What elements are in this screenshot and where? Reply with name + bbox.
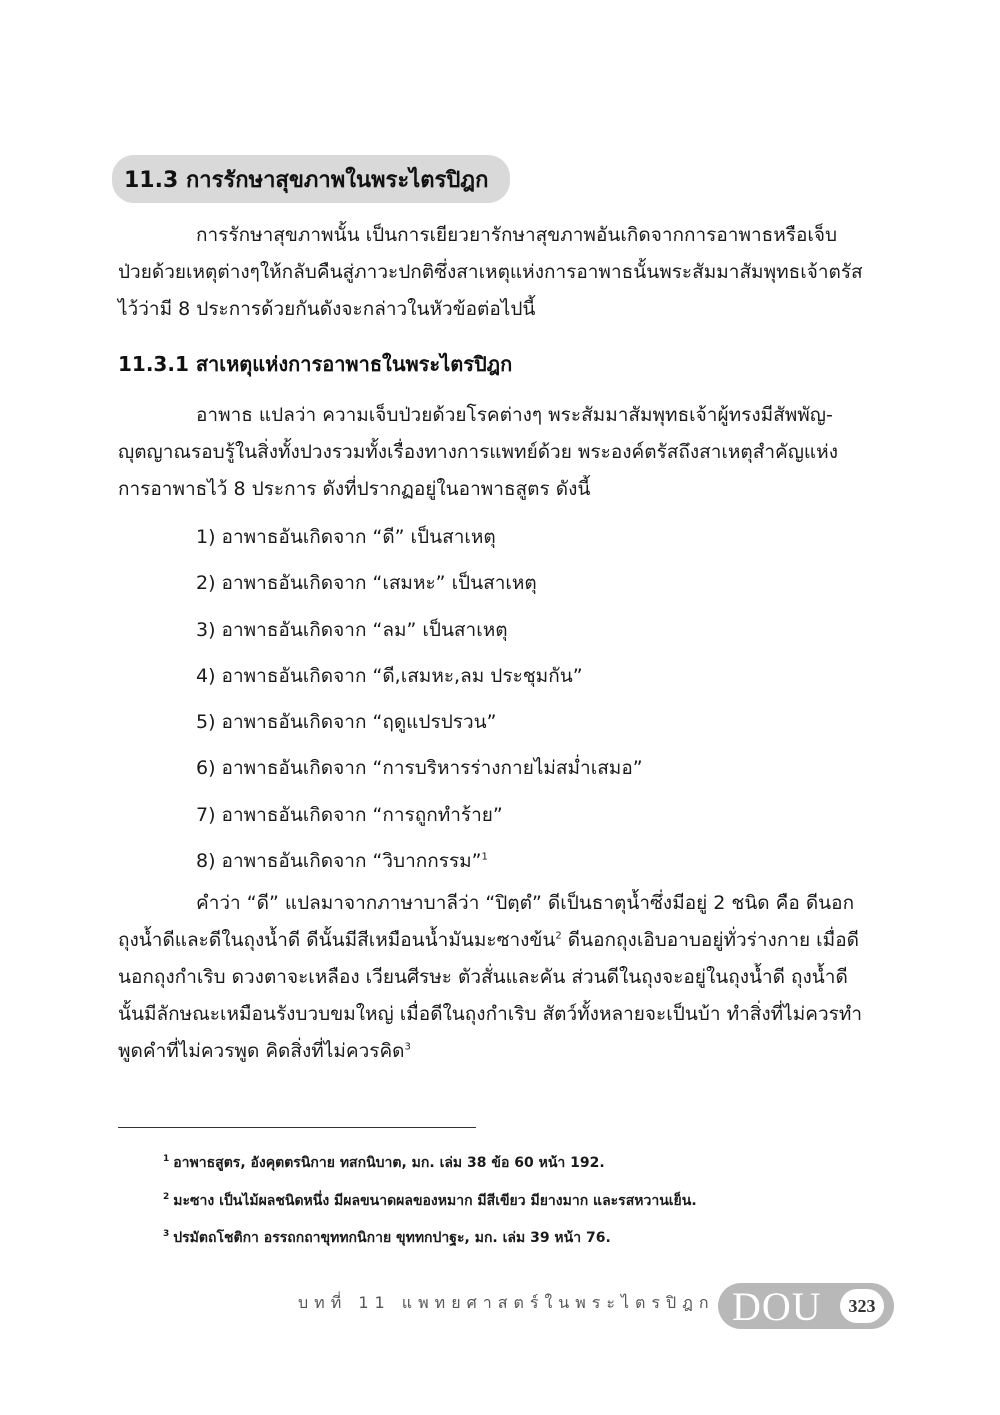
paragraph-line: อาพาธ แปลว่า ความเจ็บป่วยด้วยโรคต่างๆ พระสัมมาสัมพุทธเจ้าผู้ทรงมีสัพพัญ- — [196, 404, 833, 426]
footnote-text: ปรมัตถโชติกา อรรถกถาขุททกนิกาย ขุททกปาฐะ, มก. เล่ม 39 หน้า 76. — [173, 1230, 611, 1246]
footer-badge — [718, 1283, 894, 1329]
paragraph-line: นั้นมีลักษณะเหมือนรังบวบขมใหญ่ เมื่อดีในถุงกำเริบ สัตว์ทั้งหลายจะเป็นบ้า ทำสิ่งที่ไม่ควรทำ — [118, 1003, 863, 1025]
footnote-mark: 3 — [163, 1229, 170, 1240]
paragraph-line — [118, 922, 892, 959]
paragraph-line: ป่วยด้วยเหตุต่างๆให้กลับคืนสู่ภาวะปกติซึ่งสาเหตุแห่งการอาพาธนั้นพระสัมมาสัมพุทธเจ้าตรัส — [118, 261, 863, 283]
list-item-text: 6) อาพาธอันเกิดจาก “การบริหารร่างกายไม่สม่ำเสมอ” — [196, 757, 643, 780]
section-intro-paragraph — [118, 217, 892, 328]
dou-logo: DOU — [732, 1284, 822, 1329]
list-item — [196, 792, 643, 838]
list-item-text: 8) อาพาธอันเกิดจาก “วิบากกรรม” — [196, 850, 482, 873]
section-heading: 11.3 การรักษาสุขภาพในพระไตรปิฎก — [112, 155, 510, 203]
footnotes-list — [163, 1148, 697, 1261]
footnote-text: อาพาธสูตร, อังคุตตรนิกาย ทสกนิบาต, มก. เล่ม 38 ข้อ 60 หน้า 192. — [173, 1155, 605, 1171]
list-item-text: 4) อาพาธอันเกิดจาก “ดี,เสมหะ,ลม ประชุมกัน” — [196, 664, 583, 687]
paragraph-line: ไว้ว่ามี 8 ประการด้วยกันดังจะกล่าวในหัวข้อต่อไปนี้ — [118, 298, 536, 320]
list-item-text: 2) อาพาธอันเกิดจาก “เสมหะ” เป็นสาเหตุ — [196, 572, 537, 595]
footnote-mark: 1 — [163, 1154, 170, 1165]
list-item — [196, 699, 643, 745]
footnote-mark: 2 — [163, 1191, 170, 1202]
paragraph-text: ดีนอกถุงเอิบอาบอยู่ทั่วร่างกาย เมื่อดี — [561, 929, 859, 951]
paragraph-line: การรักษาสุขภาพนั้น เป็นการเยียวยารักษาสุขภาพอันเกิดจากการอาพาธหรือเจ็บ — [196, 224, 838, 246]
paragraph-line: ญุตญาณรอบรู้ในสิ่งทั้งปวงรวมทั้งเรื่องทางการแพทย์ด้วย พระองค์ตรัสถึงสาเหตุสำคัญแห่ง — [118, 441, 838, 463]
paragraph-text: ถุงน้ำดีและดีในถุงน้ำดี ดีนั้นมีสีเหมือนน้ำมันมะซางข้น — [118, 929, 556, 951]
page-number: 323 — [840, 1289, 884, 1323]
paragraph-line — [118, 1033, 892, 1070]
list-item-text: 5) อาพาธอันเกิดจาก “ฤดูแปรปรวน” — [196, 711, 497, 734]
list-item — [196, 607, 643, 653]
list-item — [196, 838, 643, 884]
footnote-item — [163, 1223, 697, 1261]
footnote-item — [163, 1148, 697, 1186]
footnote-reference[interactable]: 3 — [404, 1041, 411, 1053]
paragraph-line: การอาพาธไว้ 8 ประการ ดังที่ปรากฏอยู่ในอาพาธสูตร ดังนี้ — [118, 478, 591, 500]
list-item-text: 3) อาพาธอันเกิดจาก “ลม” เป็นสาเหตุ — [196, 618, 508, 641]
list-item-text: 7) อาพาธอันเกิดจาก “การถูกทำร้าย” — [196, 803, 503, 826]
list-item — [196, 560, 643, 606]
paragraph-line: คำว่า “ดี” แปลมาจากภาษาบาลีว่า “ปิตฺตํ” ดีเป็นธาตุน้ำซึ่งมีอยู่ 2 ชนิด คือ ดีนอก — [196, 892, 855, 914]
subsection-heading: 11.3.1 สาเหตุแห่งการอาพาธในพระไตรปิฎก — [118, 352, 513, 376]
paragraph-line: นอกถุงกำเริบ ดวงตาจะเหลือง เวียนศีรษะ ตัวสั่นและคัน ส่วนดีในถุงจะอยู่ในถุงน้ำดี ถุงน้ำดี — [118, 966, 848, 988]
list-item — [196, 514, 643, 560]
footnote-item — [163, 1186, 697, 1224]
list-item — [196, 745, 643, 791]
footer-chapter-title: บทที่ 11 แพทยศาสตร์ในพระไตรปิฎก — [298, 1293, 715, 1312]
footnote-divider — [118, 1127, 476, 1128]
causes-list — [196, 514, 643, 884]
list-item — [196, 653, 643, 699]
body-paragraph — [118, 885, 892, 1070]
paragraph-text: พูดคำที่ไม่ควรพูด คิดสิ่งที่ไม่ควรคิด — [118, 1040, 405, 1062]
footnote-text: มะซาง เป็นไม้ผลชนิดหนึ่ง มีผลขนาดผลของหมาก มีสีเขียว มียางมาก และรสหวานเย็น. — [173, 1192, 697, 1209]
footnote-reference[interactable]: 2 — [555, 930, 562, 942]
subsection-intro-paragraph — [118, 397, 892, 508]
list-item-text: 1) อาพาธอันเกิดจาก “ดี” เป็นสาเหตุ — [196, 526, 496, 548]
footnote-reference[interactable]: 1 — [481, 851, 488, 863]
